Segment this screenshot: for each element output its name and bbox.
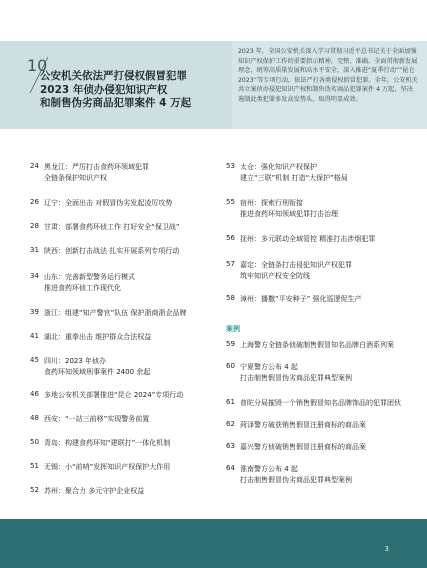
toc-entry-line: 淮南警方公布 4 起 — [240, 465, 298, 473]
toc-entry[interactable] — [30, 222, 220, 233]
toc-entry-title — [44, 162, 220, 184]
toc-entry[interactable] — [30, 356, 220, 378]
toc-page-number: 26 — [30, 198, 39, 206]
toc-entry-line: 湖北：重拳出击 维护群众合法权益 — [44, 333, 152, 341]
toc-page-number: 50 — [30, 438, 39, 446]
toc-entry-title — [44, 356, 220, 378]
toc-entry-line: 推进食药环知领域犯罪打击治理 — [240, 210, 338, 218]
toc-entry-title — [240, 420, 416, 431]
toc-entry-title — [44, 438, 220, 449]
toc-entry-title — [44, 332, 220, 343]
toc-page-number: 46 — [30, 390, 39, 398]
toc-entry-line: 嘉兴警方侦破销售假冒注册商标的商品案 — [240, 443, 366, 451]
toc-entry-line: 打击制售假冒伪劣商品犯罪典型案例 — [240, 374, 352, 382]
toc-entry-title — [44, 198, 220, 209]
toc-entry[interactable] — [30, 438, 220, 449]
toc-entry-title — [44, 272, 220, 294]
toc-entry[interactable] — [226, 340, 416, 351]
toc-entry-line: 嘉定：全链条打击侵犯知识产权犯罪 — [240, 261, 352, 269]
toc-entry[interactable] — [226, 260, 416, 282]
toc-page-number: 56 — [226, 234, 235, 242]
toc-entry-line: 陕西：创新打击战法 扎实开展系列专项行动 — [44, 247, 180, 255]
toc-page-number: 34 — [30, 272, 39, 280]
page-number: 3 — [384, 545, 389, 553]
toc-entry-line: 筑牢知识产权安全防线 — [240, 272, 310, 280]
toc-page-number: 45 — [30, 356, 39, 364]
cases-section-label: 案例 — [226, 325, 240, 333]
toc-entry-line: 推进食药环侦工作现代化 — [44, 284, 121, 292]
toc-entry[interactable] — [226, 294, 416, 305]
feature-title[interactable] — [40, 70, 228, 111]
toc-page-number: 59 — [226, 340, 235, 348]
toc-entry[interactable] — [30, 162, 220, 184]
toc-entry[interactable] — [226, 234, 416, 245]
toc-entry-line: 宁夏警方公布 4 起 — [240, 363, 298, 371]
toc-page-number: 55 — [226, 198, 235, 206]
toc-page-number: 28 — [30, 222, 39, 230]
toc-entry-title — [240, 234, 416, 245]
toc-page-number: 41 — [30, 332, 39, 340]
toc-entry[interactable] — [226, 198, 416, 220]
toc-entry[interactable] — [226, 162, 416, 184]
toc-page-number: 39 — [30, 308, 39, 316]
toc-entry-title — [240, 162, 416, 184]
toc-page-number: 64 — [226, 464, 235, 472]
toc-page-number: 52 — [30, 486, 39, 494]
toc-entry-line: 青岛：构建食药环知“建联打”一体化机制 — [44, 439, 171, 447]
toc-entry-title — [44, 486, 220, 497]
toc-entry-title — [44, 390, 220, 401]
toc-entry-title — [44, 246, 220, 257]
toc-entry-line: 上海警方全链条侦破制售假冒知名品牌白酒系列案 — [240, 341, 394, 349]
toc-entry-line: 苏州：聚合力 多元守护企业权益 — [44, 487, 145, 495]
toc-entry-line: 抚州：多元联动全域管控 精准打击涉烟犯罪 — [240, 235, 376, 243]
toc-page-number: 48 — [30, 414, 39, 422]
issue-number: 10 — [27, 56, 48, 75]
toc-entry-title — [240, 442, 416, 453]
toc-entry-title — [240, 340, 416, 351]
toc-entry-line: 菏泽警方破获销售假冒注册商标的商品案 — [240, 421, 366, 429]
feature-title-line: 2023 年侦办侵犯知识产权 — [40, 83, 168, 96]
feature-title-line: 公安机关依法严打侵权假冒犯罪 — [40, 70, 187, 82]
toc-page-number: 53 — [226, 162, 235, 170]
toc-page-number: 57 — [226, 260, 235, 268]
toc-entry-title — [240, 294, 416, 305]
toc-entry[interactable] — [30, 462, 220, 473]
toc-entry[interactable] — [30, 198, 220, 209]
toc-entry-line: 太仓：强化知识产权保护 — [240, 163, 317, 171]
toc-entry-line: 打击制售假冒伪劣商品犯罪典型案例 — [240, 476, 352, 484]
toc-entry-title — [44, 308, 220, 319]
toc-entry-title — [240, 464, 416, 486]
toc-page-number: 62 — [226, 420, 235, 428]
toc-entry-title — [240, 362, 416, 384]
toc-entry-title — [240, 398, 416, 409]
toc-entry-line: 黑龙江：严厉打击食药环领域犯罪 — [44, 163, 149, 171]
toc-page-number: 24 — [30, 162, 39, 170]
toc-entry[interactable] — [226, 398, 416, 409]
toc-entry-line: 山东：完善新型警务运行模式 — [44, 273, 135, 281]
toc-entry[interactable] — [226, 442, 416, 453]
toc-entry[interactable] — [30, 308, 220, 319]
toc-entry[interactable] — [226, 362, 416, 384]
toc-entry[interactable] — [30, 272, 220, 294]
toc-page-number: 61 — [226, 398, 235, 406]
toc-entry[interactable] — [226, 464, 416, 486]
footer-band — [0, 519, 427, 568]
toc-entry-line: 浙江：组建“知产警官”队伍 保护浙商浙企品牌 — [44, 309, 187, 317]
toc-page-number: 31 — [30, 246, 39, 254]
feature-summary: 2023 年，全国公安机关深入学习贯彻习近平总书记关于全面加强知识产权保护工作的重要指示精神，完整、准确、全面贯彻新发展理念，统筹高质量发展和高水平安全，深入推进“夏季行动”“昆仑 2023”等专项行动，依法严打各类侵权假冒犯罪。全年，公安机关共立案侦办侵犯知识产权和制售伪劣商品犯罪案件 4 万起，坚决遏制此类犯罪多发高发势头，取得明显成效。 — [238, 48, 418, 103]
toc-entry[interactable] — [30, 246, 220, 257]
toc-entry-title — [44, 462, 220, 473]
toc-entry[interactable] — [30, 486, 220, 497]
toc-entry-line: 无锡：小“前哨”发挥知识产权保护大作用 — [44, 463, 171, 471]
toc-entry-line: 建立“三联”机制 打造“大保护”格局 — [240, 174, 348, 182]
toc-page-number: 58 — [226, 294, 235, 302]
toc-entry-line: 西安：“一站三前移”实现警务前置 — [44, 415, 150, 423]
toc-entry-line: 全链条保护知识产权 — [44, 174, 107, 182]
toc-entry-title — [44, 222, 220, 233]
toc-page-number: 51 — [30, 462, 39, 470]
toc-entry[interactable] — [226, 420, 416, 431]
toc-entry[interactable] — [30, 332, 220, 343]
toc-entry-line: 四川：2023 年侦办 — [44, 357, 107, 365]
toc-entry-line: 漳州：播撒“平安种子” 强化巡逻促生产 — [240, 295, 362, 303]
toc-page-number: 60 — [226, 362, 235, 370]
toc-entry-line: 普陀分局摧毁一个销售假冒知名品牌饰品的犯罪团伙 — [240, 399, 401, 407]
toc-entry-line: 食药环知领域刑事案件 2400 余起 — [44, 368, 151, 376]
toc-entry[interactable] — [30, 414, 220, 425]
toc-entry-line: 多地公安机关部署推进“昆仑 2024”专项行动 — [44, 391, 184, 399]
toc-page-number: 63 — [226, 442, 235, 450]
toc-entry-line: 辽宁：全面出击 对假冒伪劣发起凌厉攻势 — [44, 199, 173, 207]
toc-entry-title — [240, 260, 416, 282]
toc-entry-line: 宿州：探索行刑衔接 — [240, 199, 303, 207]
toc-entry[interactable] — [30, 390, 220, 401]
feature-title-line: 和制售伪劣商品犯罪案件 4 万起 — [40, 97, 192, 109]
toc-entry-line: 甘肃：部署食药环侦工作 打好安全“保卫战” — [44, 223, 180, 231]
toc-entry-title — [44, 414, 220, 425]
toc-entry-title — [240, 198, 416, 220]
